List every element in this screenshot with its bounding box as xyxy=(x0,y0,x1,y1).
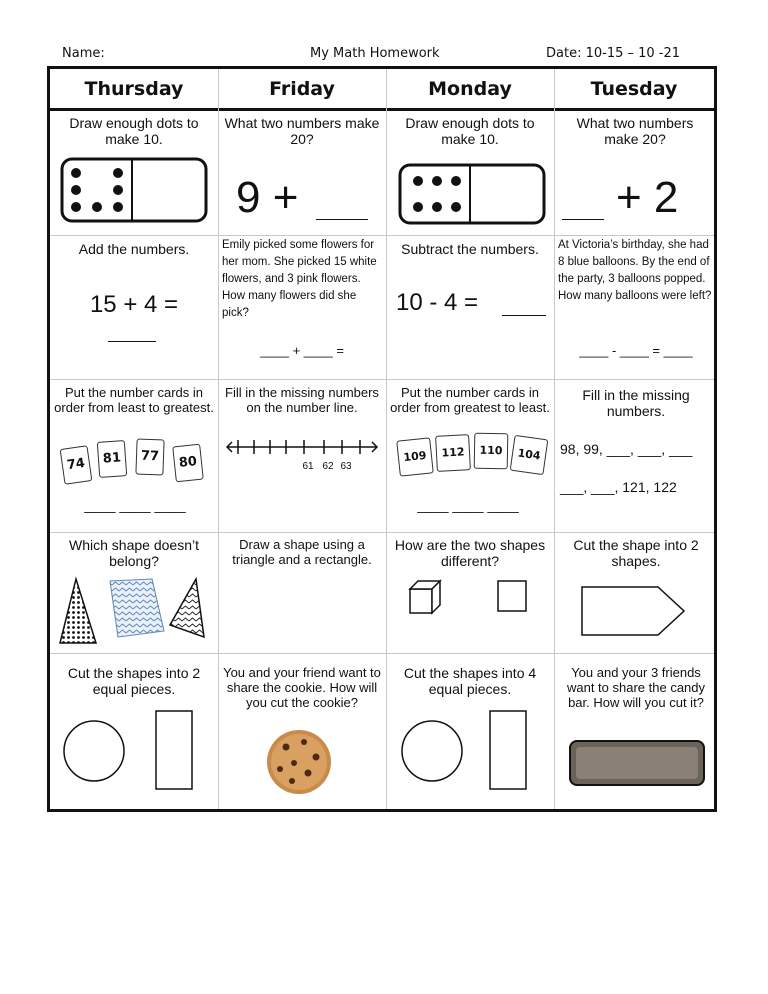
fri-answer-equation: ____ + ____ = xyxy=(260,343,344,358)
mon-order-label: Put the number cards in order from greatest to least. xyxy=(390,385,550,415)
tue-candy-prompt: You and your 3 friends want to share the candy bar. How will you cut it? xyxy=(566,665,706,710)
answer-blank[interactable] xyxy=(502,315,546,316)
mon-shape-question: How are the two shapes different? xyxy=(394,537,546,569)
row-divider xyxy=(50,653,714,654)
number-card[interactable]: 74 xyxy=(60,445,93,485)
thu-equal-pieces-prompt: Cut the shapes into 2 equal pieces. xyxy=(67,665,201,697)
thu-order-label: Put the number cards in order from least to greatest. xyxy=(54,385,214,415)
candy-bar-image xyxy=(568,739,708,789)
triangle-shapes xyxy=(56,575,212,649)
mon-prompt-dots: Draw enough dots to make 10. xyxy=(405,115,535,147)
day-friday: Friday xyxy=(269,78,335,100)
row-divider xyxy=(50,532,714,533)
mon-equal-pieces-prompt: Cut the shapes into 4 equal pieces. xyxy=(403,665,537,697)
circle-and-rectangle xyxy=(60,709,210,793)
number-card[interactable]: 112 xyxy=(435,434,471,472)
mon-subtract-label: Subtract the numbers. xyxy=(401,241,539,257)
day-thursday: Thursday xyxy=(84,78,184,100)
answer-blank[interactable] xyxy=(108,341,156,342)
day-tuesday: Tuesday xyxy=(590,78,678,100)
cube-and-square xyxy=(406,577,546,617)
tue-cut-prompt: Cut the shape into 2 shapes. xyxy=(573,537,699,569)
row-divider xyxy=(50,235,714,236)
thu-add-label: Add the numbers. xyxy=(78,241,190,257)
tue-prompt-twenty: What two numbers make 20? xyxy=(576,115,694,147)
date-range: Date: 10-15 – 10 -21 xyxy=(546,46,681,61)
pentagon-arrow-shape xyxy=(580,583,690,641)
column-divider xyxy=(554,69,555,809)
day-header-row xyxy=(50,69,714,111)
tue-sequence-2: ___, ___, 121, 122 xyxy=(560,479,677,495)
answer-blanks-row: ____ ____ ____ xyxy=(84,497,186,513)
circle-and-rectangle xyxy=(396,709,546,793)
fri-prompt-twenty: What two numbers make 20? xyxy=(224,115,380,147)
number-card[interactable]: 110 xyxy=(474,433,509,470)
answer-blank[interactable] xyxy=(316,219,368,220)
number-card[interactable]: 81 xyxy=(97,440,127,478)
cookie-image xyxy=(264,727,334,797)
number-card[interactable]: 77 xyxy=(135,439,164,476)
tue-missing-label: Fill in the missing numbers. xyxy=(582,387,690,419)
name-label: Name: xyxy=(62,46,105,61)
fri-word-problem: Emily picked some flowers for her mom. She picked 15 white flowers, and 3 pink flowers. How many flowers did she pick? xyxy=(222,239,377,319)
column-divider xyxy=(218,69,219,809)
page-title: My Math Homework xyxy=(310,46,440,61)
answer-blank[interactable] xyxy=(562,219,604,220)
tick-label: 61 xyxy=(302,461,314,472)
fri-cookie-prompt: You and your friend want to share the cookie. How will you cut the cookie? xyxy=(223,665,381,710)
thu-prompt-dots: Draw enough dots to make 10. xyxy=(69,115,199,147)
tue-word-problem: At Victoria’s birthday, she had 8 blue balloons. By the end of the party, 3 balloons popped. How many balloons were left? xyxy=(558,239,712,302)
ten-frame-domino-thursday xyxy=(60,157,210,227)
answer-blanks-row: ____ ____ ____ xyxy=(417,497,519,513)
number-card[interactable]: 80 xyxy=(172,444,204,483)
tick-label: 62 xyxy=(322,461,334,472)
day-monday: Monday xyxy=(428,78,512,100)
fri-expression: 9 + xyxy=(236,173,299,222)
mon-subtract-expression: 10 - 4 = xyxy=(396,289,479,316)
fri-numberline-label: Fill in the missing numbers on the number line. xyxy=(225,385,379,415)
tue-answer-equation: ____ - ____ = ____ xyxy=(579,343,693,358)
tick-label: 63 xyxy=(340,461,352,472)
tue-expression: + 2 xyxy=(616,173,679,222)
thu-shape-question: Which shape doesn’t belong? xyxy=(69,537,199,569)
thu-add-expression: 15 + 4 = xyxy=(89,291,179,318)
fri-draw-shape-prompt: Draw a shape using a triangle and a rectangle. xyxy=(232,537,372,567)
row-divider xyxy=(50,379,714,380)
tue-sequence-1: 98, 99, ___, ___, ___ xyxy=(560,441,693,457)
homework-grid xyxy=(47,66,717,812)
column-divider xyxy=(386,69,387,809)
number-card[interactable]: 104 xyxy=(510,435,549,475)
number-card[interactable]: 109 xyxy=(396,437,434,476)
ten-frame-domino-monday xyxy=(398,163,548,227)
